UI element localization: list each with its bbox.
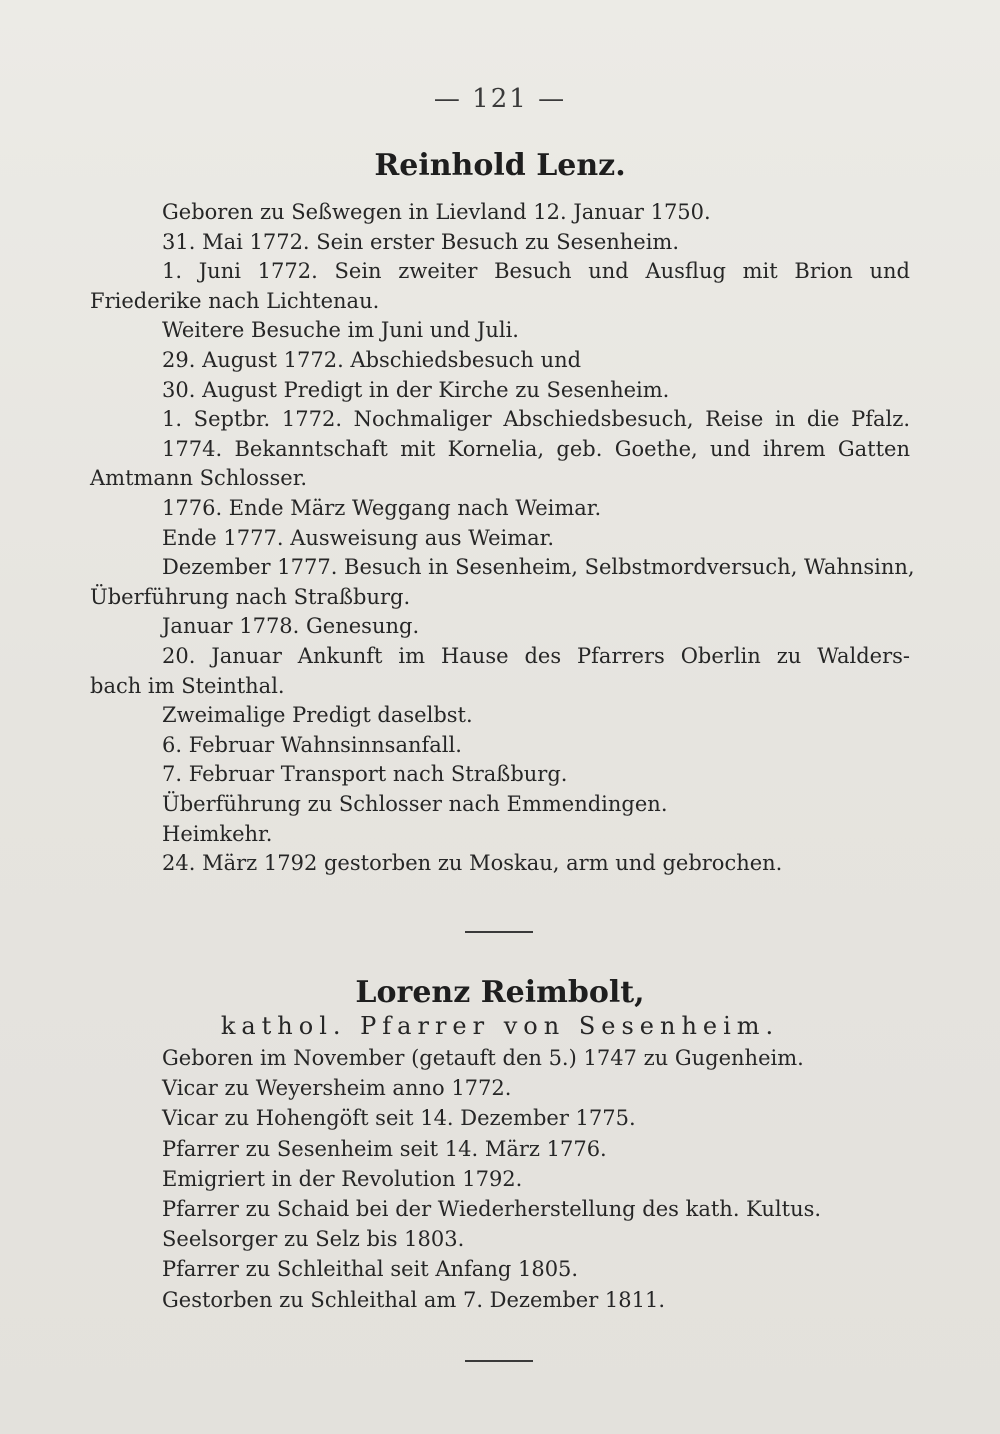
section-title-lenz: Reinhold Lenz. — [374, 148, 626, 183]
lenz-entry-line: Januar 1778. Genesung. — [162, 614, 420, 639]
page-number: — 121 — — [433, 84, 567, 114]
lenz-entry-line: 30. August Predigt in der Kirche zu Sesenheim. — [162, 377, 670, 402]
lenz-entry-line: Überführung zu Schlosser nach Emmendingen. — [162, 792, 668, 816]
lenz-entry-line: Dezember 1777. Besuch in Sesenheim, Selbstmordversuch, Wahnsinn, — [162, 555, 915, 580]
reimbolt-entry-line: Emigriert in der Revolution 1792. — [162, 1166, 523, 1191]
lenz-entry-line: Amtmann Schlosser. — [90, 466, 308, 491]
reimbolt-entry-line: Seelsorger zu Selz bis 1803. — [162, 1227, 465, 1252]
section-divider-bottom — [465, 1360, 533, 1362]
reimbolt-entry-line: Vicar zu Weyersheim anno 1772. — [162, 1076, 512, 1101]
lenz-entry-line: 1. Septbr. 1772. Nochmaliger Abschiedsbesuch, Reise in die Pfalz. — [162, 407, 910, 432]
section-divider — [465, 931, 533, 933]
lenz-entry-line: 1776. Ende März Weggang nach Weimar. — [162, 496, 602, 520]
lenz-entry-line: Friederike nach Lichtenau. — [90, 288, 380, 313]
lenz-entry-line: Geboren zu Seßwegen in Lievland 12. Januar 1750. — [162, 200, 711, 224]
lenz-entry-line: 1774. Bekanntschaft mit Kornelia, geb. Goethe, und ihrem Gatten — [162, 436, 910, 461]
lenz-entry-line: Zweimalige Predigt daselbst. — [162, 703, 473, 728]
reimbolt-entry-line: Geboren im November (getauft den 5.) 1747 zu Gugenheim. — [162, 1046, 804, 1070]
lenz-entry-line: bach im Steinthal. — [90, 673, 285, 698]
section-subtitle-reimbolt: kathol. Pfarrer von Sesenheim. — [220, 1012, 780, 1040]
reimbolt-entry-line: Pfarrer zu Schleithal seit Anfang 1805. — [162, 1257, 579, 1282]
lenz-entry-line: Weitere Besuche im Juni und Juli. — [162, 318, 519, 343]
reimbolt-entry-line: Pfarrer zu Sesenheim seit 14. März 1776. — [162, 1136, 607, 1161]
lenz-entry-line: Ende 1777. Ausweisung aus Weimar. — [162, 525, 555, 550]
reimbolt-entry-line: Vicar zu Hohengöft seit 14. Dezember 1775. — [162, 1106, 636, 1131]
lenz-entry-line: 6. Februar Wahnsinnsanfall. — [162, 732, 462, 757]
reimbolt-entry-line: Gestorben zu Schleithal am 7. Dezember 1811. — [162, 1287, 666, 1312]
lenz-entry-line: 29. August 1772. Abschiedsbesuch und — [162, 348, 582, 372]
section-title-reimbolt: Lorenz Reimbolt, — [355, 975, 645, 1010]
lenz-entry-line: 1. Juni 1772. Sein zweiter Besuch und Ausflug mit Brion und — [162, 259, 910, 284]
lenz-entry-line: 20. Januar Ankunft im Hause des Pfarrers Oberlin zu Walders- — [162, 644, 910, 668]
lenz-entry-line: Überführung nach Straßburg. — [90, 584, 411, 609]
lenz-entry-line: 31. Mai 1772. Sein erster Besuch zu Sesenheim. — [162, 229, 680, 254]
reimbolt-entry-line: Pfarrer zu Schaid bei der Wiederherstellung des kath. Kultus. — [162, 1197, 822, 1221]
lenz-entry-line: 7. Februar Transport nach Straßburg. — [162, 762, 568, 787]
lenz-entry-line: Heimkehr. — [162, 821, 273, 846]
lenz-entry-line: 24. März 1792 gestorben zu Moskau, arm und gebrochen. — [162, 851, 783, 876]
